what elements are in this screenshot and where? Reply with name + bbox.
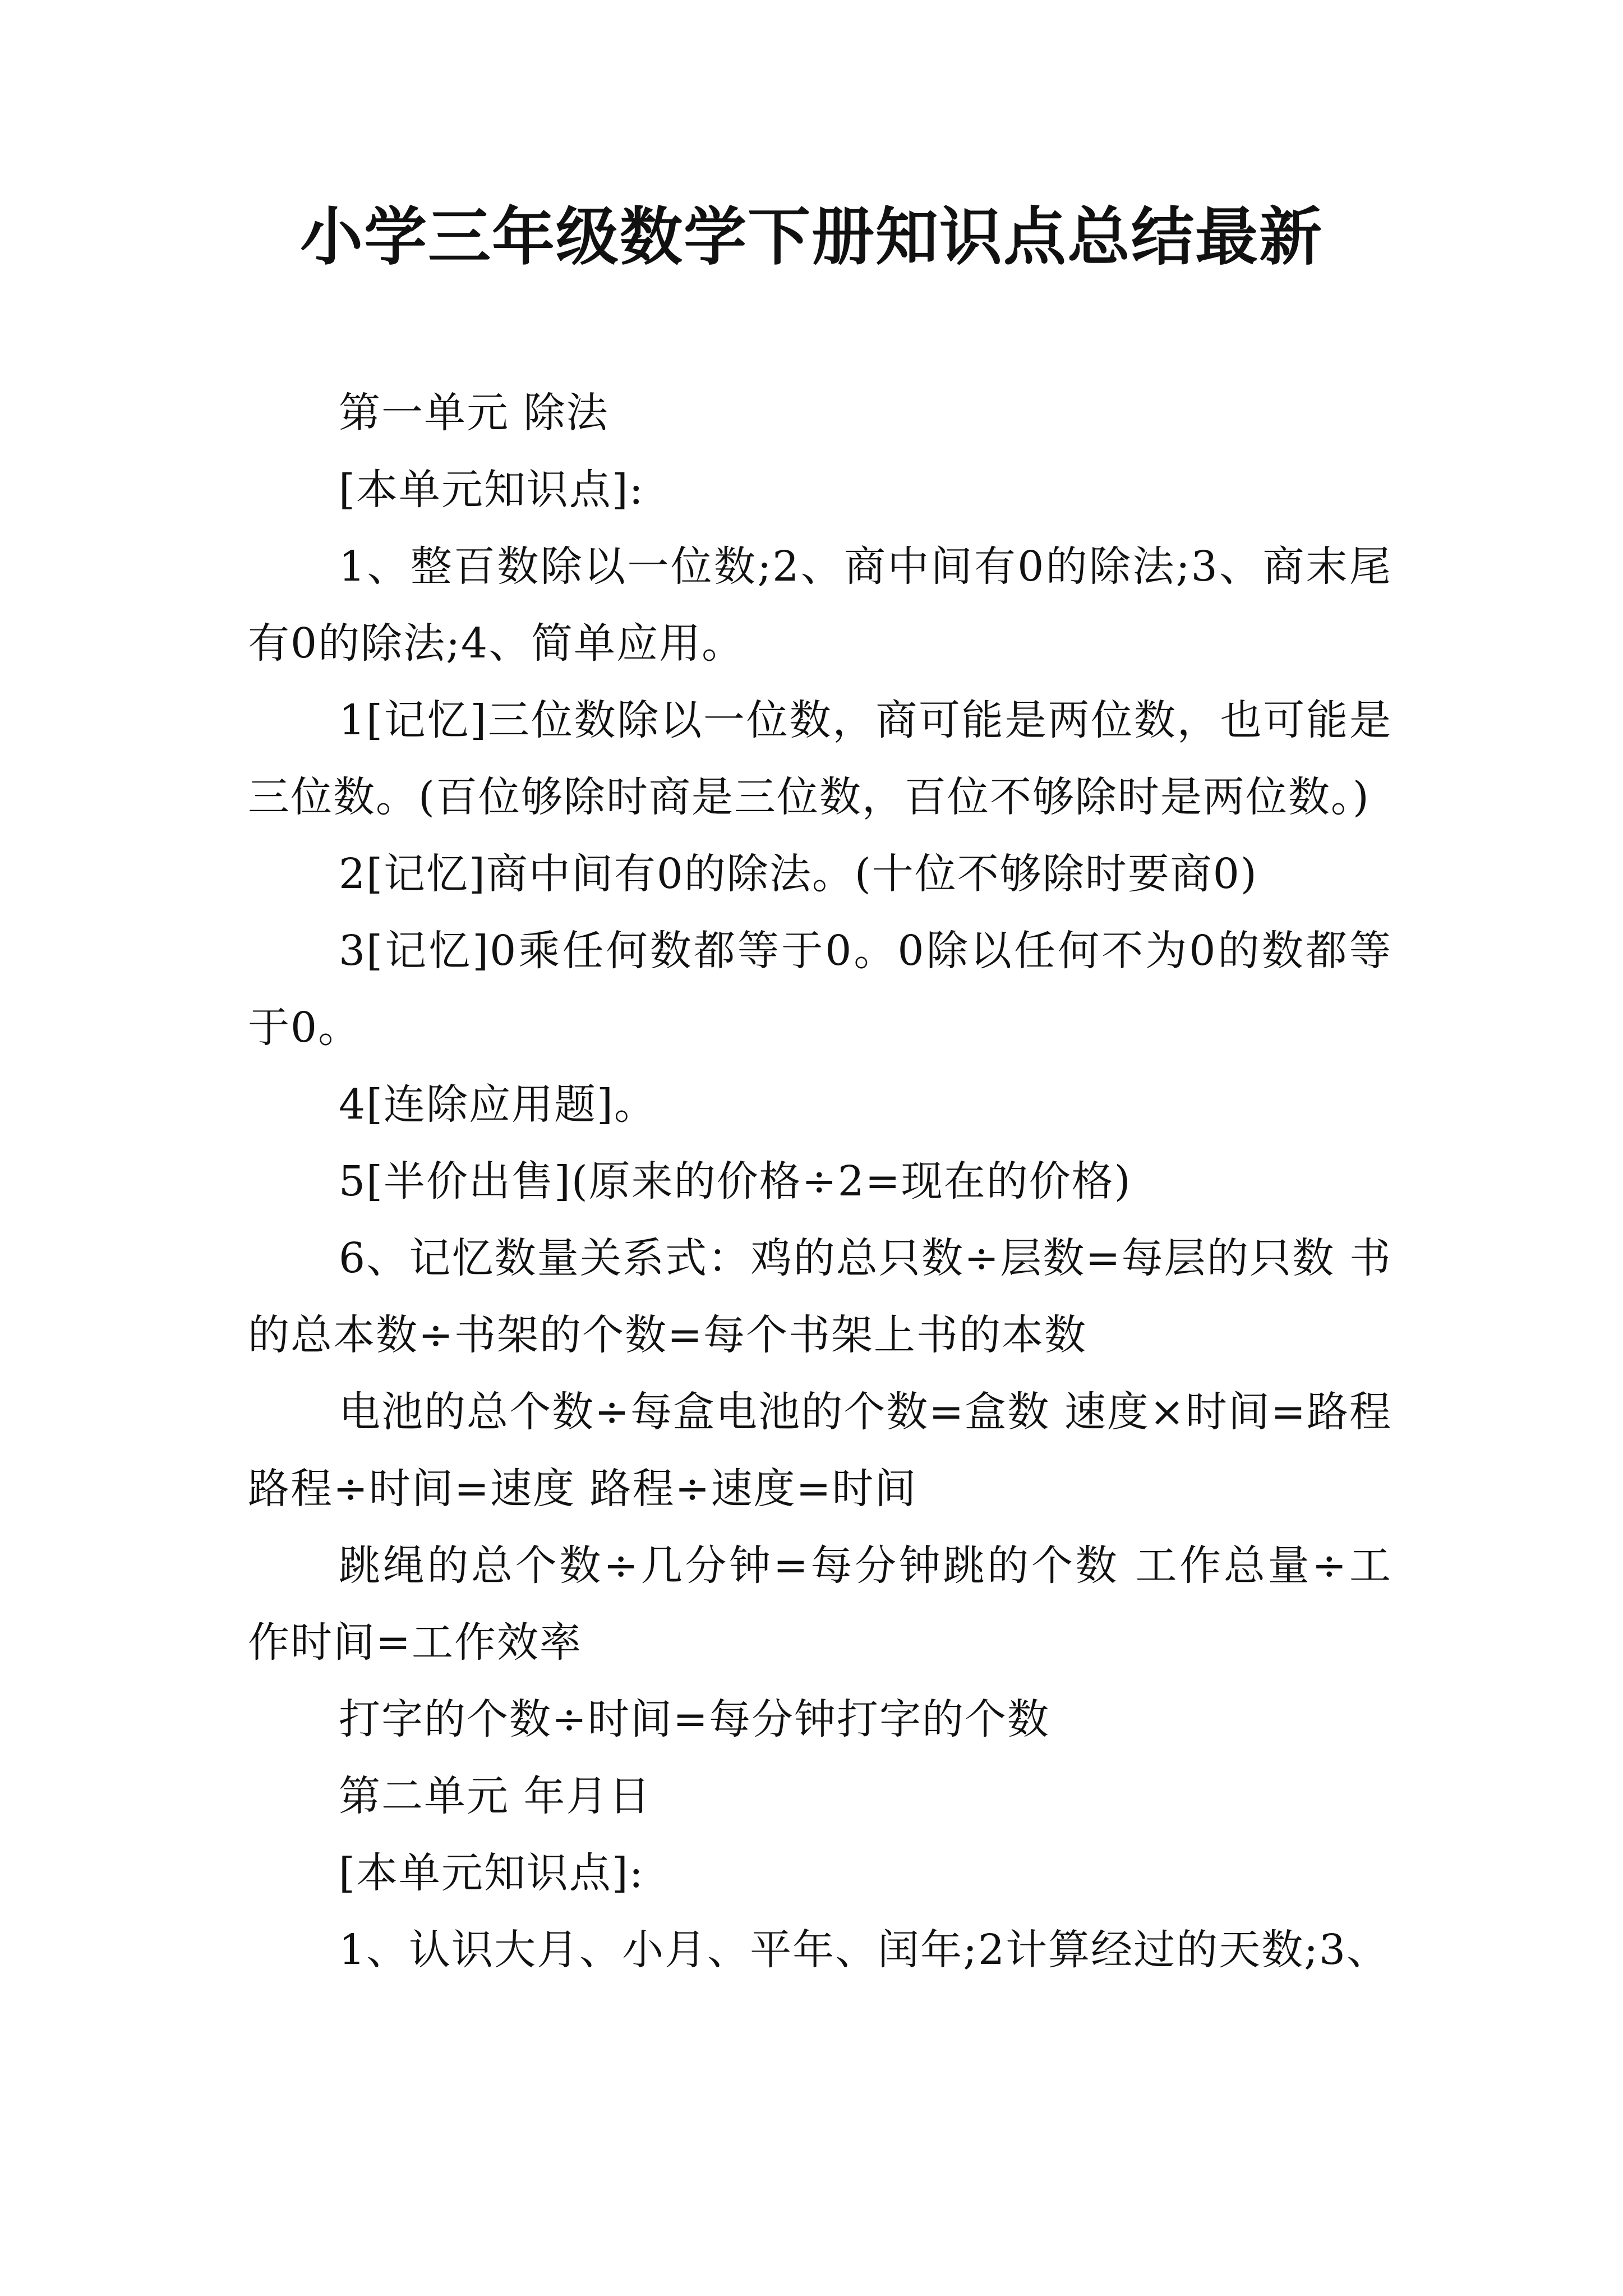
unit-1-heading: 第一单元 除法: [339, 389, 609, 437]
unit-2-knowledge-label: [本单元知识点]:: [339, 1849, 644, 1897]
memory-point-2: 2[记忆]商中间有0的除法。(十位不够除时要商0): [339, 850, 1258, 898]
unit-2-knowledge-list: 1、认识大月、小月、平年、闰年;2计算经过的天数;3、: [339, 1926, 1390, 1974]
unit-1-knowledge-list: 1、整百数除以一位数;2、商中间有0的除法;3、商末尾有0的除法;4、简单应用。: [248, 542, 1392, 668]
point-6-relations: 6、记忆数量关系式：鸡的总只数÷层数=每层的只数 书的总本数÷书架的个数=每个书架上书的本数: [248, 1234, 1392, 1359]
unit-1-knowledge-label: [本单元知识点]:: [339, 466, 644, 514]
document-title: 小学三年级数学下册知识点总结最新: [300, 201, 1323, 274]
point-4: 4[连除应用题]。: [339, 1080, 657, 1129]
memory-point-3: 3[记忆]0乘任何数都等于0。0除以任何不为0的数都等于0。: [248, 927, 1392, 1052]
point-5: 5[半价出售](原来的价格÷2=现在的价格): [339, 1157, 1132, 1205]
relations-typing: 打字的个数÷时间=每分钟打字的个数: [339, 1695, 1050, 1743]
relations-battery-speed: 电池的总个数÷每盒电池的个数=盒数 速度×时间=路程 路程÷时间=速度 路程÷速度=时间: [248, 1388, 1392, 1513]
unit-2-heading: 第二单元 年月日: [339, 1772, 652, 1820]
document-body: [248, 375, 1392, 1989]
relations-rope-work: 跳绳的总个数÷几分钟=每分钟跳的个数 工作总量÷工作时间=工作效率: [248, 1542, 1392, 1667]
memory-point-1: 1[记忆]三位数除以一位数，商可能是两位数，也可能是三位数。(百位够除时商是三位数，百位不够除时是两位数。): [248, 696, 1392, 821]
